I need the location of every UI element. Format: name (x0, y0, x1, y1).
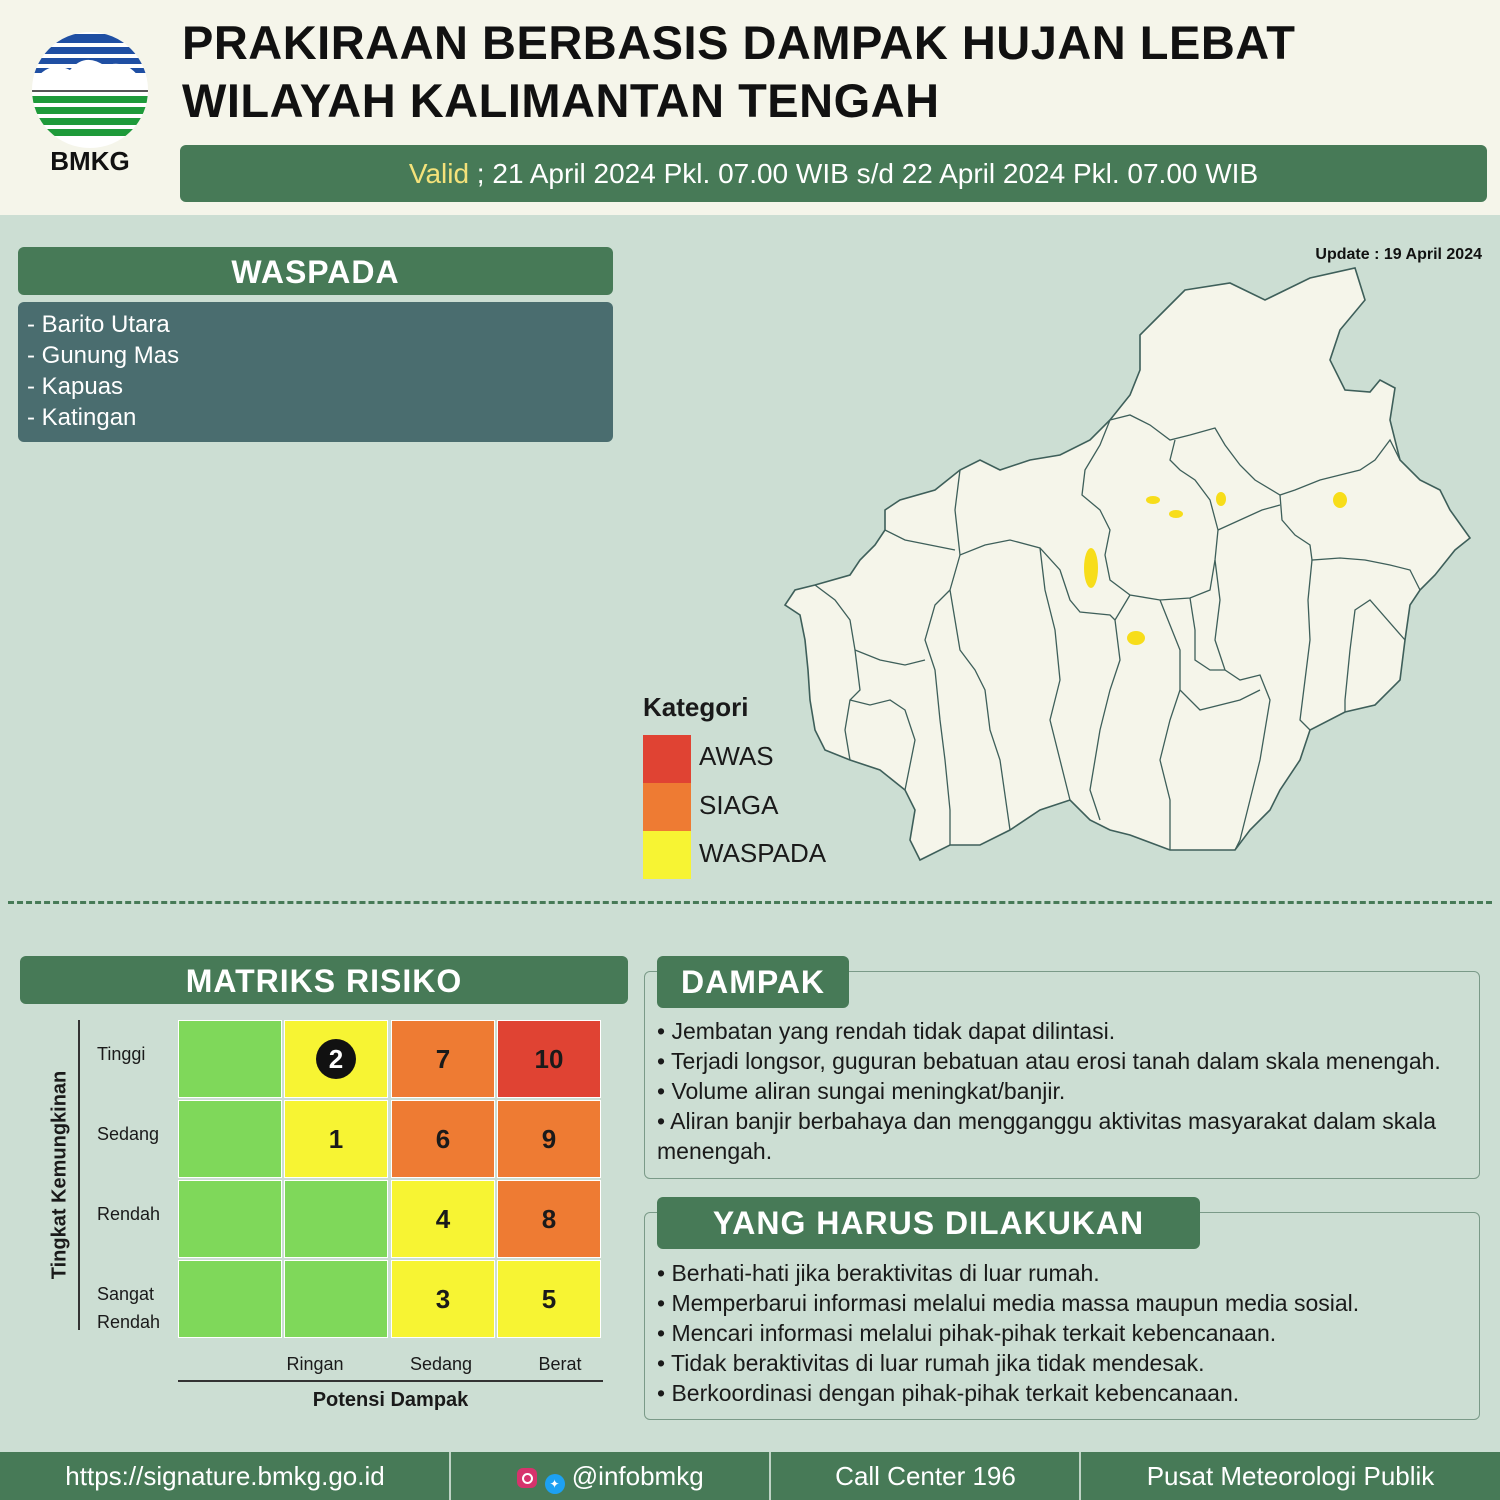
logo-text: BMKG (50, 146, 130, 176)
waspada-area (1127, 631, 1145, 645)
matrix-cell-highlighted: 2 (316, 1039, 356, 1079)
waspada-area (1146, 496, 1160, 504)
list-item: • Aliran banjir berbahaya dan mengganggu aktivitas masyarakat dalam skala (657, 1108, 1437, 1134)
matrix-cell: 9 (497, 1100, 601, 1178)
footer-call-center: Call Center 196 (835, 1461, 1016, 1491)
list-item: • Memperbarui informasi melalui media massa maupun media sosial. (657, 1290, 1360, 1316)
bmkg-logo-icon (30, 30, 150, 150)
list-item: • Jembatan yang rendah tidak dapat dilintasi. (657, 1018, 1116, 1044)
list-item: menengah. (657, 1138, 773, 1164)
matrix-heading: MATRIKS RISIKO (20, 956, 628, 1004)
footer (0, 1452, 1500, 1500)
matrix-cell (178, 1020, 282, 1098)
waspada-area (1169, 510, 1183, 518)
list-item: • Tidak beraktivitas di luar rumah jika tidak mendesak. (657, 1350, 1205, 1376)
yang-harus-heading: YANG HARUS DILAKUKAN (657, 1197, 1200, 1249)
title-line-1: PRAKIRAAN BERBASIS DAMPAK HUJAN LEBAT (182, 16, 1296, 69)
footer-website-link[interactable]: https://signature.bmkg.go.id (65, 1461, 385, 1491)
social-handle: @infobmkg (571, 1461, 704, 1491)
row-label-rendah: Rendah (97, 1204, 161, 1224)
footer-center-name: Pusat Meteorologi Publik (1146, 1461, 1435, 1491)
list-item: • Berhati-hati jika beraktivitas di luar rumah. (657, 1260, 1100, 1286)
valid-period-bar (180, 145, 1487, 202)
row-label-sedang: Sedang (97, 1124, 160, 1144)
matrix-cell: 10 (497, 1020, 601, 1098)
legend-label-awas: AWAS (699, 741, 774, 771)
matrix-cell (178, 1180, 282, 1258)
page-title (182, 14, 1295, 130)
list-item: • Mencari informasi melalui pihak-pihak terkait kebencanaan. (657, 1320, 1277, 1346)
yang-harus-list (657, 1258, 1359, 1408)
matrix-cell: 1 (284, 1100, 388, 1178)
list-item: - Kapuas (27, 373, 124, 400)
dampak-heading: DAMPAK (657, 956, 849, 1008)
valid-label: Valid (408, 158, 470, 189)
column-label-sedang: Sedang (409, 1354, 473, 1374)
waspada-area (1216, 492, 1226, 506)
update-date: Update : 19 April 2024 (1315, 246, 1482, 263)
matrix-cell: 5 (497, 1260, 601, 1338)
legend-swatch-siaga (643, 783, 691, 831)
section-divider (8, 901, 1492, 904)
x-axis-line (178, 1380, 603, 1382)
list-item: • Berkoordinasi dengan pihak-pihak terkait kebencanaan. (657, 1380, 1240, 1406)
x-axis-label: Potensi Dampak (312, 1389, 469, 1411)
matrix-cell: 8 (497, 1180, 601, 1258)
legend-swatch-awas (643, 735, 691, 783)
province-outline (785, 268, 1470, 860)
instagram-icon[interactable] (517, 1468, 537, 1488)
column-label-ringan: Ringan (286, 1354, 344, 1374)
footer-social[interactable] (451, 1452, 770, 1500)
matrix-cell: 4 (391, 1180, 495, 1258)
matrix-cell: 3 (391, 1260, 495, 1338)
list-item: • Volume aliran sungai meningkat/banjir. (657, 1078, 1066, 1104)
waspada-region-list (18, 302, 613, 442)
matrix-cell (284, 1020, 388, 1098)
risk-matrix (178, 1020, 603, 1340)
waspada-area (1333, 492, 1347, 508)
matrix-cell (284, 1180, 388, 1258)
kalimantan-tengah-map (770, 260, 1480, 870)
legend-label-siaga: SIAGA (699, 790, 779, 820)
legend-title: Kategori (643, 692, 749, 722)
row-label-tinggi: Tinggi (97, 1044, 146, 1064)
list-item: - Barito Utara (27, 311, 170, 338)
matrix-cell (178, 1100, 282, 1178)
header (0, 0, 1500, 215)
title-line-2: WILAYAH KALIMANTAN TENGAH (182, 74, 940, 127)
list-item: • Terjadi longsor, guguran bebatuan atau erosi tanah dalam skala menengah. (657, 1048, 1441, 1074)
matrix-cell (284, 1260, 388, 1338)
list-item: - Gunung Mas (27, 342, 180, 369)
column-label-berat: Berat (538, 1354, 582, 1374)
waspada-area (1084, 548, 1098, 588)
waspada-heading: WASPADA (18, 247, 613, 295)
dampak-list (657, 1016, 1441, 1166)
twitter-icon[interactable]: ✦ (545, 1474, 565, 1494)
valid-period-text: ; 21 April 2024 Pkl. 07.00 WIB s/d 22 April 2024 Pkl. 07.00 WIB (469, 158, 1259, 189)
y-axis-label: Tingkat Kemungkinan (48, 1070, 71, 1280)
matrix-cell: 6 (391, 1100, 495, 1178)
list-item: - Katingan (27, 404, 137, 431)
legend-swatch-waspada (643, 831, 691, 879)
matrix-cell: 7 (391, 1020, 495, 1098)
row-label-sangat-rendah: Sangat Rendah (97, 1284, 161, 1332)
y-axis-line (78, 1020, 80, 1330)
matrix-cell (178, 1260, 282, 1338)
legend-label-waspada: WASPADA (699, 838, 827, 868)
